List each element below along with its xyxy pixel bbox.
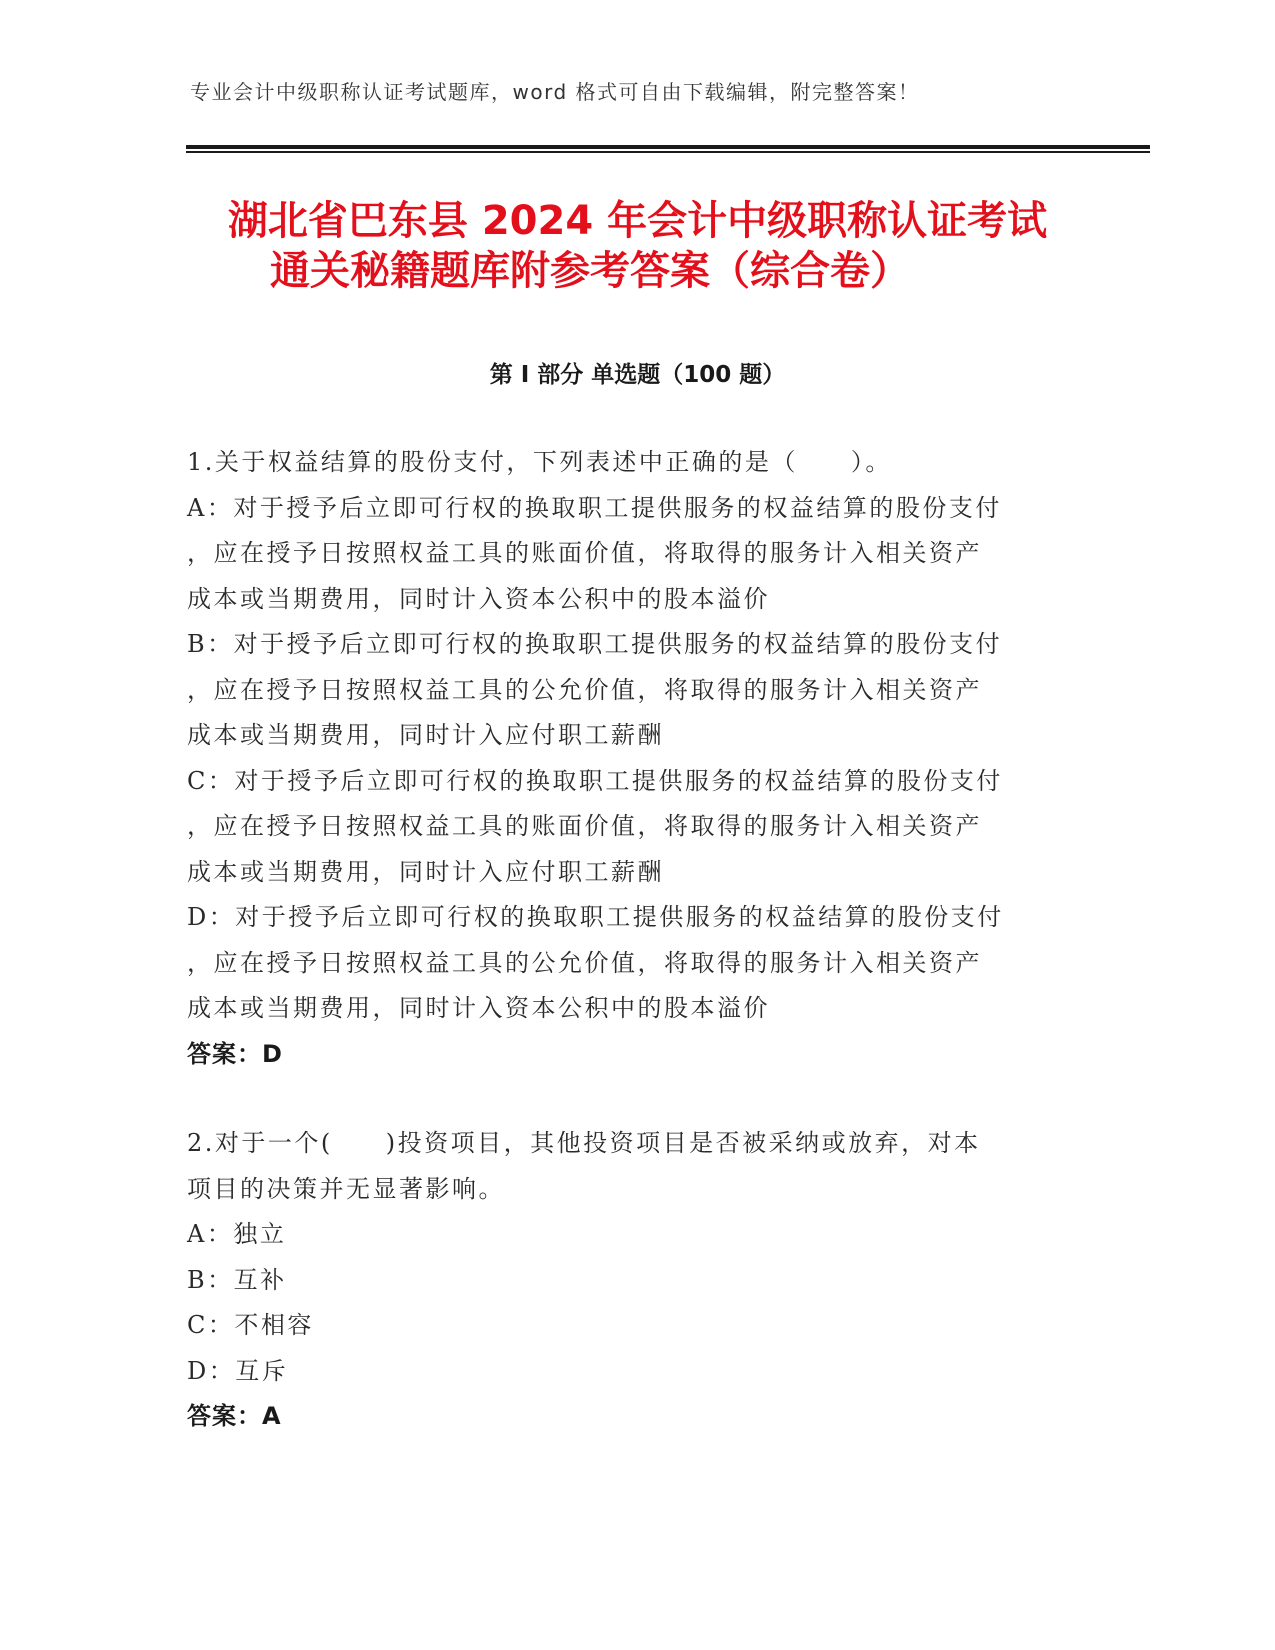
section-heading: 第 I 部分 单选题（100 题） [489, 362, 786, 388]
question-1-answer: 答案：D [187, 1039, 283, 1068]
question-2-stem: 2.对于一个( )投资项目，其他投资项目是否被采纳或放弃，对本 [187, 1129, 981, 1157]
question-1-option-c-cont: 成本或当期费用，同时计入应付职工薪酬 [187, 857, 664, 886]
header-rule-thin [186, 151, 1150, 153]
question-1-option-c: C：对于授予后立即可行权的换取职工提供服务的权益结算的股份支付 [187, 766, 1003, 795]
question-1-option-a: A：对于授予后立即可行权的换取职工提供服务的权益结算的股份支付 [187, 493, 1002, 522]
question-1-option-d-cont: ，应在授予日按照权益工具的公允价值，将取得的服务计入相关资产 [187, 948, 982, 977]
header-note: 专业会计中级职称认证考试题库，word 格式可自由下载编辑，附完整答案！ [190, 80, 920, 104]
title-line-2: 通关秘籍题库附参考答案（综合卷） [270, 248, 910, 294]
question-1-option-d: D：对于授予后立即可行权的换取职工提供服务的权益结算的股份支付 [187, 903, 1004, 931]
question-2-option-c: C：不相容 [187, 1311, 314, 1339]
question-2-option-a: A：独立 [187, 1220, 287, 1248]
question-1-option-b-cont: ，应在授予日按照权益工具的公允价值，将取得的服务计入相关资产 [187, 675, 982, 704]
question-1-option-b-cont: 成本或当期费用，同时计入应付职工薪酬 [187, 721, 664, 749]
question-1 [187, 440, 1087, 1077]
title-line-1: 湖北省巴东县 2024 年会计中级职称认证考试 [227, 198, 1048, 244]
question-1-option-a-cont: 成本或当期费用，同时计入资本公积中的股本溢价 [187, 584, 770, 613]
question-1-option-a-cont: ，应在授予日按照权益工具的账面价值，将取得的服务计入相关资产 [187, 539, 982, 567]
document-title [0, 196, 1275, 296]
question-2-stem-cont: 项目的决策并无显著影响。 [187, 1174, 505, 1203]
question-2 [187, 1121, 1087, 1440]
question-1-option-c-cont: ，应在授予日按照权益工具的账面价值，将取得的服务计入相关资产 [187, 812, 982, 840]
question-1-option-d-cont: 成本或当期费用，同时计入资本公积中的股本溢价 [187, 994, 770, 1022]
question-1-option-b: B：对于授予后立即可行权的换取职工提供服务的权益结算的股份支付 [187, 630, 1003, 658]
question-2-answer: 答案：A [187, 1402, 282, 1430]
header-rule-thick [186, 145, 1150, 149]
question-2-option-d: D：互斥 [187, 1356, 289, 1385]
question-2-option-b: B：互补 [187, 1265, 287, 1294]
question-1-stem: 1.关于权益结算的股份支付，下列表述中正确的是（ ）。 [187, 448, 892, 476]
